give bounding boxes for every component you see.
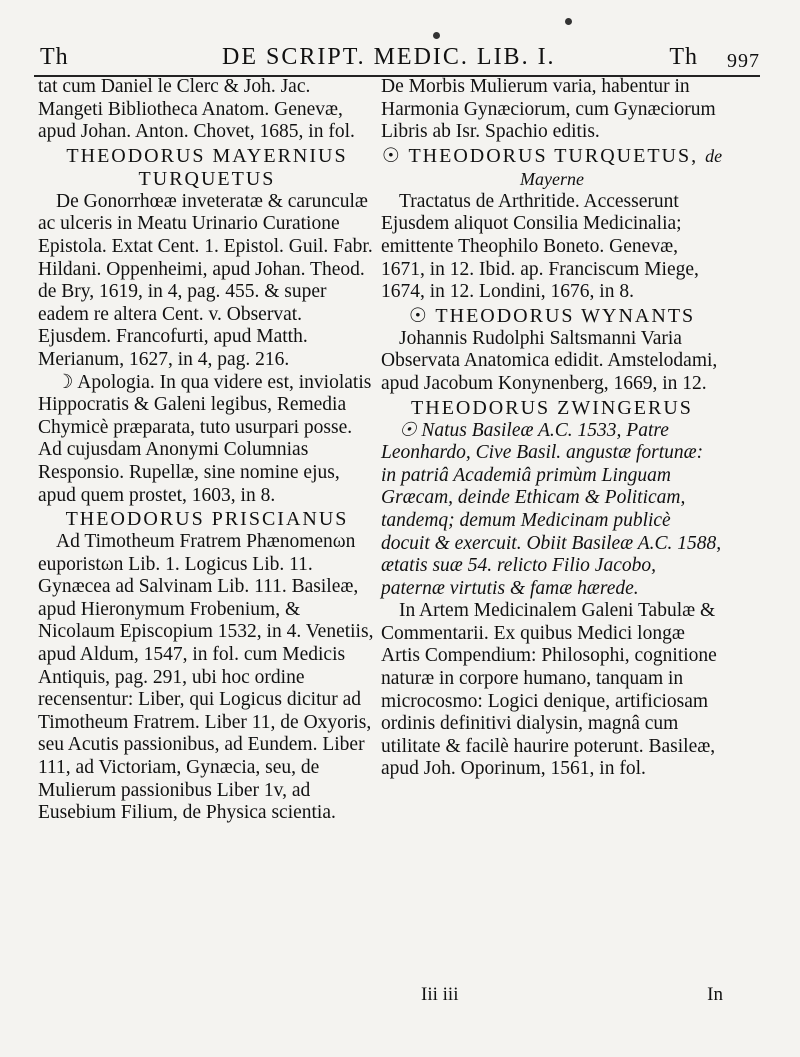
ink-speck (565, 18, 572, 25)
signature-mark: Iii iii (421, 984, 459, 1005)
catchword: In (707, 984, 723, 1005)
left-paragraph-2: De Gonorrhœæ inveteratæ & carunculæ ac ulceris in Meatu Urinario Curatione Epistola. Extat Cent. 1. Epistol. Guil. Fabr. Hildani. Oppenheimi, apud Johan. Theod. de Bry, 1619, in 4, pag. 455. & super eadem re altera Cent. v. Observat. Ejusdem. Francofurti, apud Matth. Merianum, 1627, in 4, pag. 216. (38, 190, 373, 370)
left-heading-priscianus: THEODORUS PRISCIANUS (65, 508, 349, 531)
right-paragraph-2: Tractatus de Arthritide. Accesserunt Ejusdem aliquot Consilia Medicinalia; emittente Theophilo Boneto. Genevæ, 1671, in 12. Ibid. ap. Franciscum Miege, 1674, in 12. Londini, 1676, in 8. (381, 190, 699, 303)
right-heading-turquetus (381, 145, 723, 191)
left-heading-mayernius: THEODORUS MAYERNIUS TURQUETUS (66, 144, 348, 190)
ink-speck (433, 32, 440, 39)
header-title: DE SCRIPT. MEDIC. LIB. I. (222, 44, 556, 70)
right-paragraph-1: De Morbis Mulierum varia, habentur in Harmonia Gynæciorum, cum Gynæciorum Libris ab Isr. Spachio editis. (381, 76, 716, 143)
left-paragraph-3: ☽ Apologia. In qua videre est, inviolatis Hippocratis & Galeni legibus, Remedia Chymicè præparata, tuto usurpari posse. Ad cujusdam Anonymi Columnias Responsio. Rupellæ, sine nomine ejus, apud quem prostet, 1603, in 8. (38, 371, 372, 506)
header-right-word: Th (669, 44, 698, 70)
right-heading-wynants: ☉ THEODORUS WYNANTS (408, 304, 696, 327)
right-paragraph-3: Johannis Rudolphi Saltsmanni Varia Observata Anatomica edidit. Amstelodami, apud Jacobum Konynenberg, 1669, in 12. (381, 327, 718, 394)
header-left-word: Th (40, 44, 69, 70)
right-paragraph-5: In Artem Medicinalem Galeni Tabulæ & Commentarii. Ex quibus Medici longæ Artis Compendium: Philosophi, cognitione naturæ in corpore humano, tanquam in microcosmo: Logici denique, artificiosam ordinis definitivi dialysin, magnâ cum utilitate & facilè haurire poterunt. Basileæ, apud Joh. Oporinum, 1561, in fol. (381, 600, 717, 780)
left-column (38, 76, 376, 825)
right-heading-turquetus-sub: de Mayerne (520, 145, 723, 189)
right-heading-turquetus-main: ☉ THEODORUS TURQUETUS, (381, 144, 699, 167)
left-paragraph-4: Ad Timotheum Fratrem Phænomenωn euporistωn Lib. 1. Logicus Lib. 11. Gynæcea ad Salvinam Lib. 111. Basileæ, apud Hieronymum Frobenium, & Nicolaum Episcopium 1532, in 4. Venetiis, apud Aldum, 1547, in fol. cum Medicis Antiquis, pag. 291, ubi hoc ordine recensentur: Liber, qui Logicus dicitur ad Timotheum Fratrem. Liber 11, de Oxyoris, seu Acutis passionibus, ad Eundem. Liber 111, ad Victoriam, Gynæcia, seu, de Mulierum passionibus Liber 1v, ad Eusebium Filium, de Physica scientia. (38, 531, 374, 824)
right-heading-zwingerus: THEODORUS ZWINGERUS (411, 396, 693, 419)
running-header (32, 44, 760, 78)
left-paragraph-1: tat cum Daniel le Clerc & Joh. Jac. Mangeti Bibliotheca Anatom. Genevæ, apud Johan. Anton. Chovet, 1685, in fol. (38, 76, 355, 143)
right-column (381, 76, 723, 781)
right-paragraph-4-biography: ☉ Natus Basileæ A.C. 1533, Patre Leonhardo, Cive Basil. angustæ fortunæ: in patriâ Academiâ primùm Linguam Græcam, deinde Ethicam & Politicam, tandemq; demum Medicinam publicè docuit & exercuit. Obiit Basileæ A.C. 1588, ætatis suæ 54. relicto Filio Jacobo, paternæ virtutis & famæ hærede. (381, 419, 722, 599)
page-number: 997 (727, 50, 760, 72)
